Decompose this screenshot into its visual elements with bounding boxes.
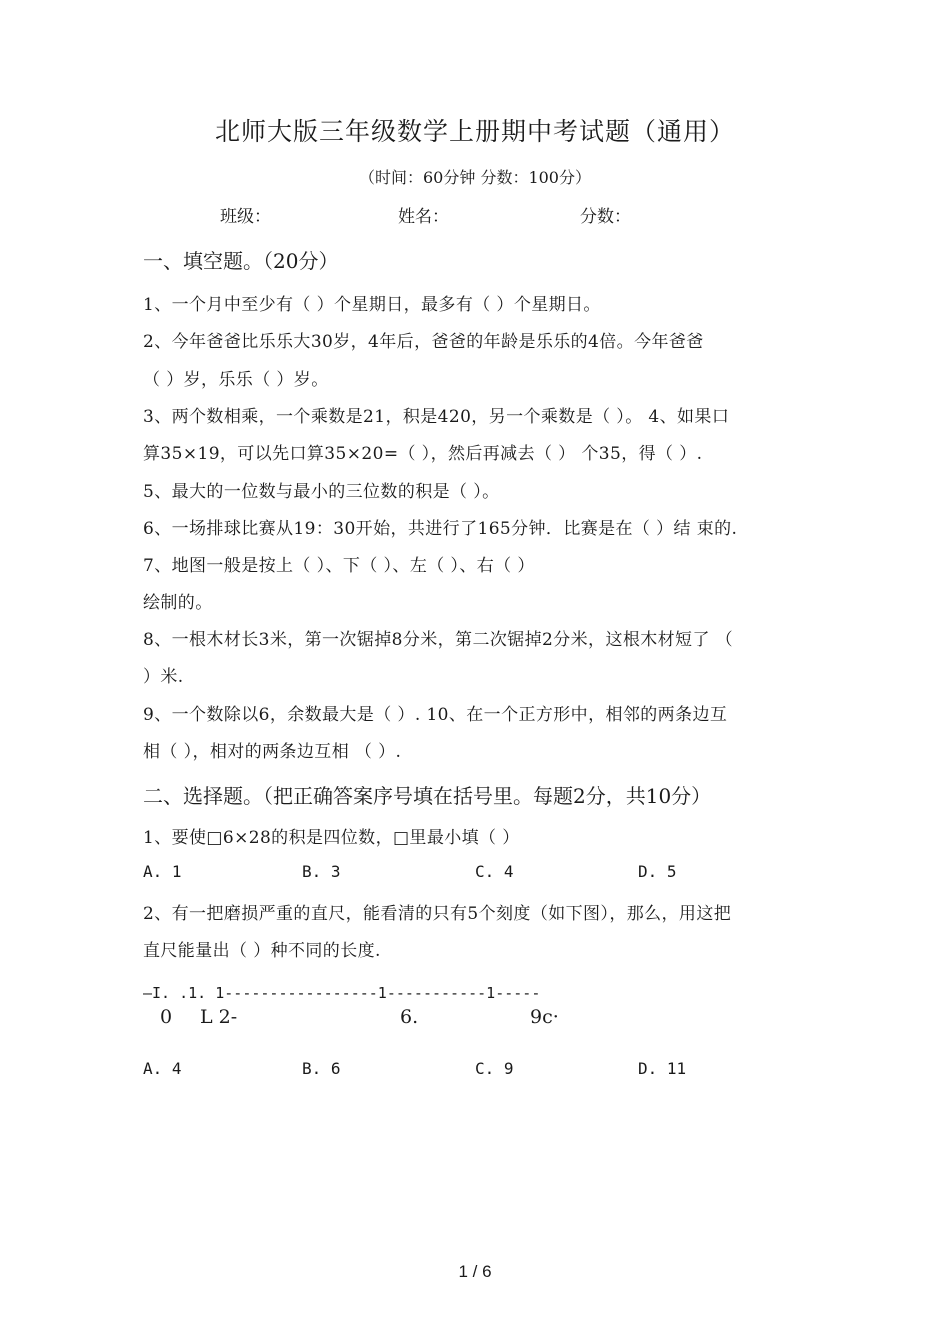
class-label: 班级： — [220, 207, 271, 227]
question-line: 绘制的。 — [143, 593, 213, 613]
name-label: 姓名： — [398, 207, 449, 227]
choice-question-2-cont: 直尺能量出（ ）种不同的长度. — [143, 941, 381, 961]
option-d: D. 5 — [638, 862, 677, 881]
option-c: C. 4 — [475, 862, 514, 881]
ruler-figure-line: —I. .1. 1-----------------1-----------1----- — [143, 984, 541, 1002]
option-c: C. 9 — [475, 1059, 514, 1078]
ruler-label: 6. — [400, 1006, 419, 1028]
choice-question-1: 1、要使□6×28的积是四位数，□里最小填（ ） — [143, 828, 520, 848]
option-b: B. 6 — [302, 1059, 341, 1078]
question-line: 5、最大的一位数与最小的三位数的积是（ ）。 — [143, 482, 500, 502]
ruler-label: L 2- — [200, 1006, 238, 1028]
question-line: 3、两个数相乘，一个乘数是21，积是420，另一个乘数是（ ）。 4、如果口 — [143, 407, 730, 427]
question-line: 1、一个月中至少有（ ）个星期日，最多有（ ）个星期日。 — [143, 295, 601, 315]
question-line: 9、一个数除以6，余数最大是（ ）. 10、在一个正方形中，相邻的两条边互 — [143, 705, 728, 725]
question-line: 算35×19，可以先口算35×20=（ ），然后再减去（ ） 个35，得（ ）. — [143, 444, 703, 464]
score-label: 分数： — [580, 207, 631, 227]
question-line: ）米. — [143, 667, 184, 687]
question-line: （ ）岁，乐乐（ ）岁。 — [143, 370, 329, 390]
ruler-label: 9c· — [530, 1006, 559, 1028]
choice-question-2: 2、有一把磨损严重的直尺，能看清的只有5个刻度（如下图），那么，用这把 — [143, 904, 732, 924]
question-line: 8、一根木材长3米，第一次锯掉8分米，第二次锯掉2分米，这根木材短了 （ — [143, 630, 734, 650]
page-number: 1 / 6 — [458, 1262, 492, 1281]
question-line: 相（ ），相对的两条边互相 （ ）. — [143, 742, 402, 762]
question-line: 2、今年爸爸比乐乐大30岁，4年后，爸爸的年龄是乐乐的4倍。今年爸爸 — [143, 332, 704, 352]
question-line: 7、地图一般是按上（ ）、下（ ）、左（ ）、右（ ） — [143, 556, 535, 576]
option-a: A. 1 — [143, 862, 182, 881]
ruler-label: 0 — [160, 1006, 173, 1028]
page-title: 北师大版三年级数学上册期中考试题（通用） — [214, 117, 735, 146]
section2-heading: 二、选择题。（把正确答案序号填在括号里。每题2分，共10分） — [143, 784, 712, 808]
option-b: B. 3 — [302, 862, 341, 881]
section1-heading: 一、填空题。（20分） — [143, 249, 339, 273]
exam-subtitle: （时间：60分钟 分数：100分） — [359, 168, 591, 187]
option-d: D. 11 — [638, 1059, 687, 1078]
option-a: A. 4 — [143, 1059, 182, 1078]
question-line: 6、一场排球比赛从19：30开始，共进行了165分钟．比赛是在（ ）结 束的. — [143, 519, 738, 539]
